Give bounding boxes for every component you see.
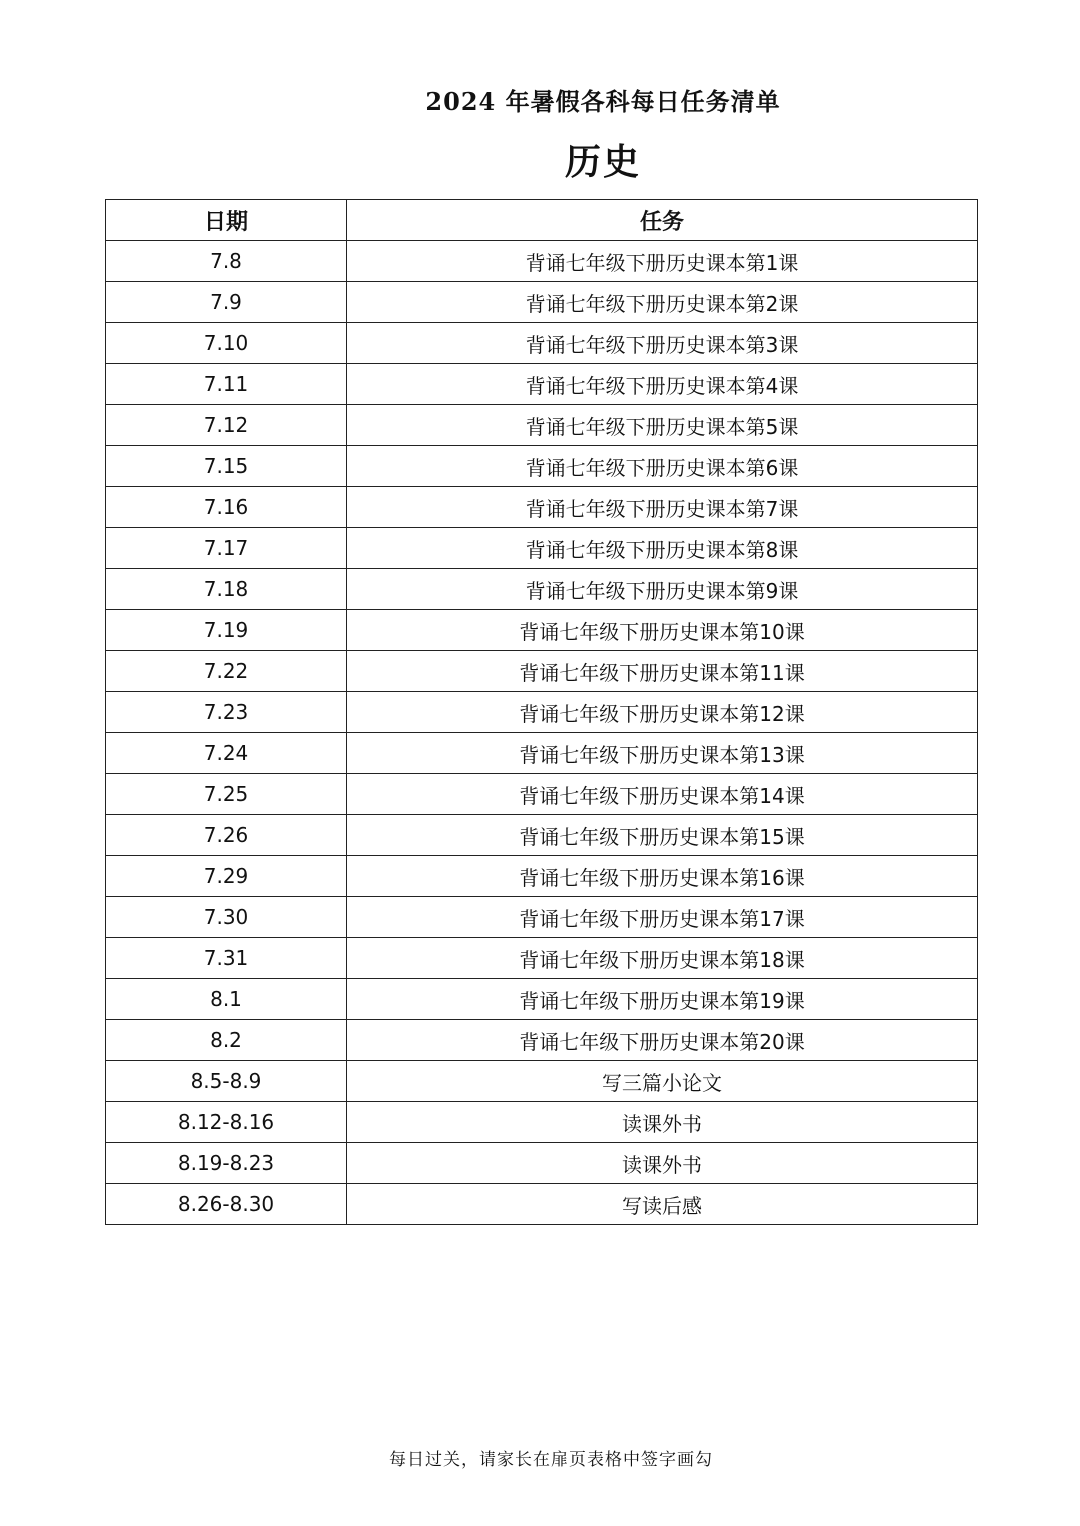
task-cell: 背诵七年级下册历史课本第11课: [347, 651, 978, 692]
table-row: [106, 1061, 978, 1102]
column-header-task: 任务: [347, 200, 978, 241]
table-row: [106, 528, 978, 569]
date-cell: 7.31: [106, 938, 347, 979]
task-cell: 背诵七年级下册历史课本第8课: [347, 528, 978, 569]
table-row: [106, 569, 978, 610]
task-cell: 背诵七年级下册历史课本第20课: [347, 1020, 978, 1061]
date-cell: 7.10: [106, 323, 347, 364]
table-row: [106, 774, 978, 815]
table-row: [106, 323, 978, 364]
table-row: [106, 241, 978, 282]
page-title: 2024 年暑假各科每日任务清单: [425, 87, 781, 116]
date-cell: 8.1: [106, 979, 347, 1020]
task-cell: 背诵七年级下册历史课本第9课: [347, 569, 978, 610]
task-cell: 背诵七年级下册历史课本第15课: [347, 815, 978, 856]
table-row: [106, 651, 978, 692]
footer-note: 每日过关，请家长在扉页表格中签字画勾: [389, 1450, 713, 1470]
task-cell: 背诵七年级下册历史课本第5课: [347, 405, 978, 446]
date-cell: 7.12: [106, 405, 347, 446]
date-cell: 7.22: [106, 651, 347, 692]
date-cell: 8.26-8.30: [106, 1184, 347, 1225]
table-header-row: [106, 200, 978, 241]
table-row: [106, 364, 978, 405]
date-cell: 7.9: [106, 282, 347, 323]
table-row: [106, 487, 978, 528]
table-row: [106, 815, 978, 856]
table-row: [106, 1102, 978, 1143]
table-row: [106, 979, 978, 1020]
task-cell: 背诵七年级下册历史课本第6课: [347, 446, 978, 487]
task-cell: 读课外书: [347, 1102, 978, 1143]
date-cell: 7.11: [106, 364, 347, 405]
task-cell: 背诵七年级下册历史课本第7课: [347, 487, 978, 528]
date-cell: 8.12-8.16: [106, 1102, 347, 1143]
date-cell: 7.18: [106, 569, 347, 610]
task-cell: 背诵七年级下册历史课本第19课: [347, 979, 978, 1020]
task-cell: 背诵七年级下册历史课本第10课: [347, 610, 978, 651]
task-cell: 写读后感: [347, 1184, 978, 1225]
date-cell: 8.19-8.23: [106, 1143, 347, 1184]
date-cell: 8.5-8.9: [106, 1061, 347, 1102]
task-cell: 背诵七年级下册历史课本第14课: [347, 774, 978, 815]
date-cell: 7.8: [106, 241, 347, 282]
task-cell: 背诵七年级下册历史课本第18课: [347, 938, 978, 979]
task-cell: 背诵七年级下册历史课本第16课: [347, 856, 978, 897]
date-cell: 7.30: [106, 897, 347, 938]
date-cell: 7.15: [106, 446, 347, 487]
column-header-date: 日期: [106, 200, 347, 241]
table-row: [106, 1143, 978, 1184]
date-cell: 7.25: [106, 774, 347, 815]
table-row: [106, 938, 978, 979]
task-cell: 读课外书: [347, 1143, 978, 1184]
date-cell: 7.23: [106, 692, 347, 733]
table-row: [106, 1184, 978, 1225]
date-cell: 7.17: [106, 528, 347, 569]
task-table: [105, 199, 978, 1225]
date-cell: 7.26: [106, 815, 347, 856]
date-cell: 7.16: [106, 487, 347, 528]
date-cell: 7.24: [106, 733, 347, 774]
table-row: [106, 446, 978, 487]
task-cell: 背诵七年级下册历史课本第12课: [347, 692, 978, 733]
table-row: [106, 692, 978, 733]
task-cell: 背诵七年级下册历史课本第17课: [347, 897, 978, 938]
task-cell: 背诵七年级下册历史课本第3课: [347, 323, 978, 364]
subject-title: 历史: [564, 142, 641, 183]
task-cell: 写三篇小论文: [347, 1061, 978, 1102]
task-cell: 背诵七年级下册历史课本第13课: [347, 733, 978, 774]
table-row: [106, 405, 978, 446]
task-cell: 背诵七年级下册历史课本第4课: [347, 364, 978, 405]
table-row: [106, 856, 978, 897]
table-row: [106, 610, 978, 651]
date-cell: 8.2: [106, 1020, 347, 1061]
task-cell: 背诵七年级下册历史课本第1课: [347, 241, 978, 282]
date-cell: 7.29: [106, 856, 347, 897]
table-row: [106, 897, 978, 938]
task-cell: 背诵七年级下册历史课本第2课: [347, 282, 978, 323]
table-row: [106, 733, 978, 774]
date-cell: 7.19: [106, 610, 347, 651]
table-row: [106, 1020, 978, 1061]
table-row: [106, 282, 978, 323]
